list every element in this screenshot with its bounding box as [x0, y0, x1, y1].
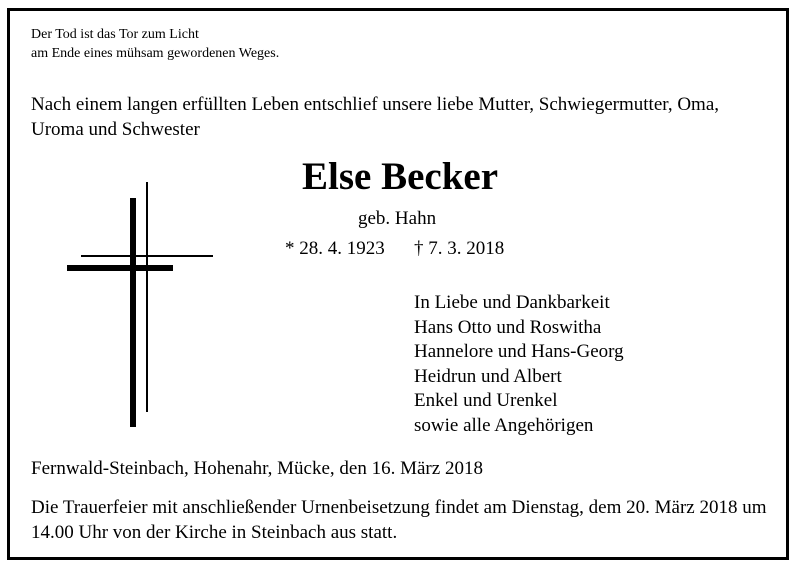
motto-line-2: am Ende eines mühsam gewordenen Weges.: [31, 46, 280, 61]
mourner-line: In Liebe und Dankbarkeit: [414, 292, 610, 313]
birth-date: * 28. 4. 1923: [285, 238, 385, 259]
mourner-line: Hannelore und Hans-Georg: [414, 341, 624, 362]
motto-line-1: Der Tod ist das Tor zum Licht: [31, 27, 199, 42]
mourners-list: [414, 291, 624, 438]
death-date: † 7. 3. 2018: [414, 238, 505, 259]
mourner-line: Heidrun und Albert: [414, 365, 562, 387]
funeral-notice: Die Trauerfeier mit anschließender Urnenbeisetzung findet am Dienstag, dem 20. März 2018 um 14.00 Uhr von der Kirche in Steinbach aus statt.: [31, 497, 767, 543]
deceased-name-text: Else Becker: [301, 155, 499, 198]
maiden-name: geb. Hahn: [358, 208, 437, 229]
intro-text: Nach einem langen erfüllten Leben entschlief unsere liebe Mutter, Schwiegermutter, Oma, Uroma und Schwester: [31, 94, 720, 140]
mourner-line: sowie alle Angehörigen: [414, 414, 594, 436]
mourner-line: Hans Otto und Roswitha: [414, 316, 602, 338]
place-and-date: Fernwald-Steinbach, Hohenahr, Mücke, den 16. März 2018: [31, 458, 483, 479]
mourner-line: Enkel und Urenkel: [414, 390, 558, 411]
motto: [31, 25, 279, 63]
double-cross-icon: [60, 178, 220, 430]
